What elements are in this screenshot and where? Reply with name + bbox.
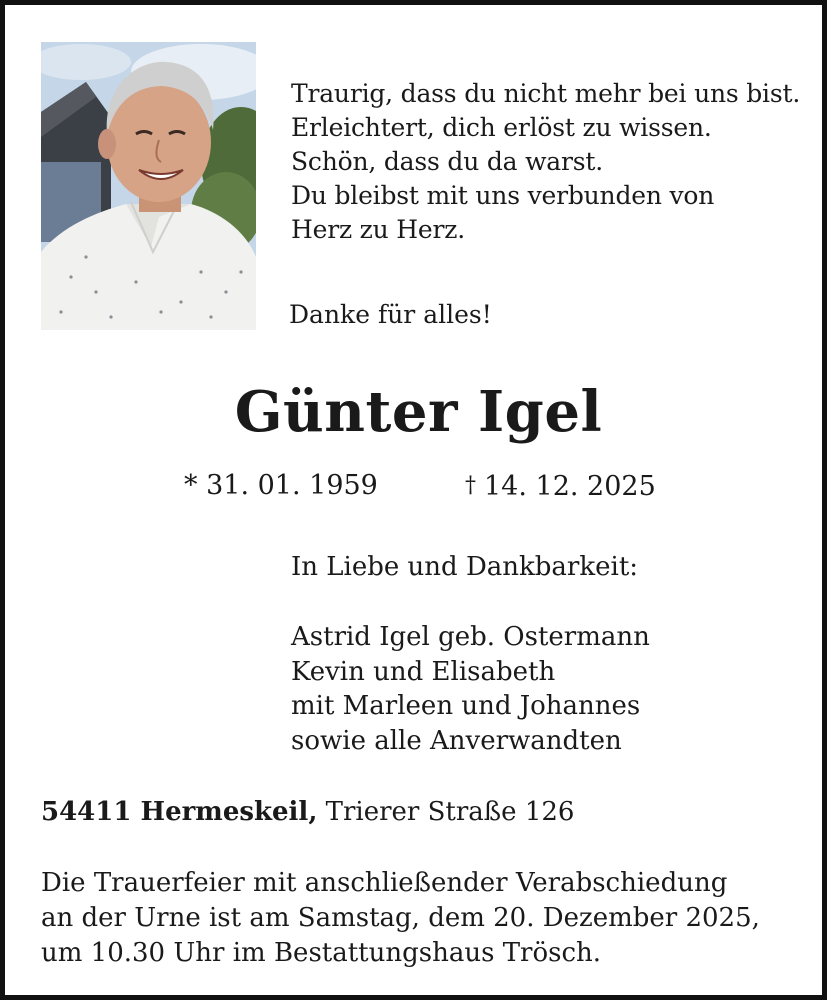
portrait-photo [41,42,256,330]
thanks-line: Danke für alles! [289,300,492,329]
mourners-intro: In Liebe und Dankbarkeit: [291,552,639,582]
poem [291,77,800,247]
birth-date [184,468,378,504]
poem-line: Du bleibst mit uns verbunden von [291,181,715,210]
funeral-notice [41,866,801,971]
cross-icon: † [465,473,476,498]
mourner-line: sowie alle Anverwandten [291,725,622,756]
birth-date-value: 31. 01. 1959 [206,470,378,501]
death-date-value: 14. 12. 2025 [484,471,656,502]
poem-line: Herz zu Herz. [291,215,465,244]
mourner-line: Astrid Igel geb. Ostermann [291,622,650,652]
poem-line: Erleichtert, dich erlöst zu wissen. [291,113,712,142]
address-city: 54411 Hermeskeil, [41,797,318,827]
notice-line: um 10.30 Uhr im Bestattungshaus Trösch. [41,938,602,968]
mourner-line: mit Marleen und Johannes [291,691,641,721]
mourners-list [291,620,650,758]
poem-line: Schön, dass du da warst. [291,147,603,176]
notice-line: Die Trauerfeier mit anschließender Verabschiedung [41,868,728,898]
mourner-line: Kevin und Elisabeth [291,656,556,687]
poem-line: Traurig, dass du nicht mehr bei uns bist. [291,79,801,108]
notice-line: an der Urne ist am Samstag, dem 20. Dezember 2025, [41,903,760,933]
address [41,795,574,829]
death-date [465,468,656,505]
birth-symbol: * [184,470,198,501]
deceased-name: Günter Igel [234,379,603,445]
address-street: Trierer Straße 126 [325,797,575,827]
